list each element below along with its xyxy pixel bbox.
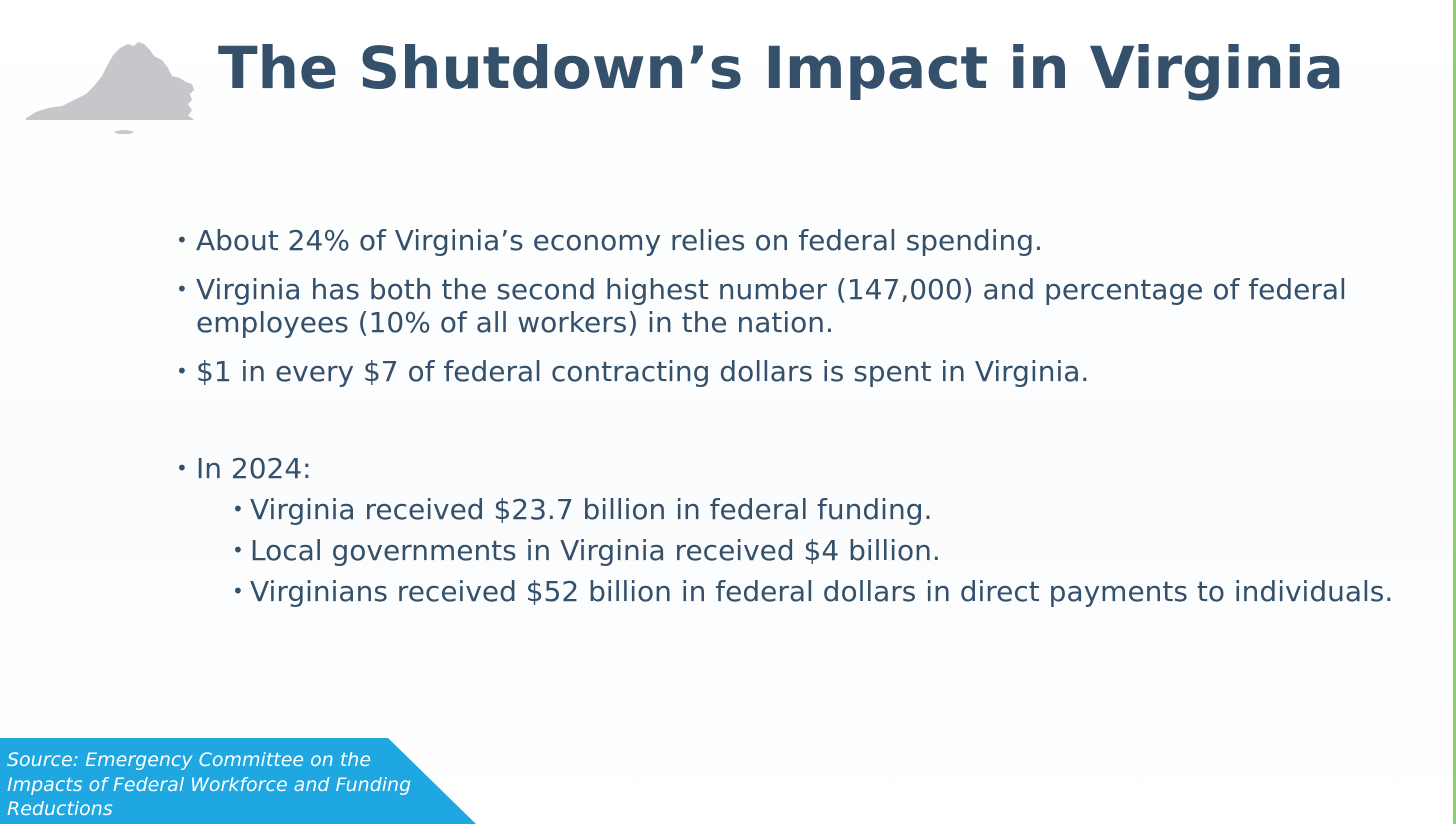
sub-bullet-item	[232, 493, 1406, 526]
sub-bullet-item	[232, 575, 1406, 608]
bullet-dot: •	[176, 456, 188, 480]
sub-bullet-text: Virginians received $52 billion in federal dollars in direct payments to individuals.	[250, 575, 1394, 608]
bullet-dot: •	[232, 497, 244, 521]
bullet-dot: •	[176, 228, 188, 252]
bullet-text: $1 in every $7 of federal contracting dollars is spent in Virginia.	[196, 355, 1090, 388]
virginia-map-icon	[24, 38, 196, 136]
bullet-item	[176, 224, 1406, 257]
slide-title: The Shutdown’s Impact in Virginia	[218, 34, 1344, 102]
sub-bullet-list	[176, 493, 1406, 608]
bullet-text: Virginia has both the second highest number (147,000) and percentage of federal employees (10% of all workers) in the nation.	[196, 273, 1347, 339]
bullet-list	[176, 220, 1406, 616]
bullet-dot: •	[232, 579, 244, 603]
bullet-dot: •	[176, 277, 188, 301]
source-citation: Source: Emergency Committee on the Impacts of Federal Workforce and Funding Reductions	[7, 749, 412, 820]
bullet-dot: •	[232, 538, 244, 562]
bullet-item	[176, 355, 1406, 388]
bullet-dot: •	[176, 359, 188, 383]
sub-bullet-text: Local governments in Virginia received $4 billion.	[250, 534, 941, 567]
bullet-item	[176, 273, 1406, 339]
sub-bullet-item	[232, 534, 1406, 567]
bullet-text: In 2024:	[196, 452, 312, 485]
sub-bullet-text: Virginia received $23.7 billion in federal funding.	[250, 493, 933, 526]
bullet-text: About 24% of Virginia’s economy relies on federal spending.	[196, 224, 1043, 257]
bullet-item	[176, 452, 1406, 485]
